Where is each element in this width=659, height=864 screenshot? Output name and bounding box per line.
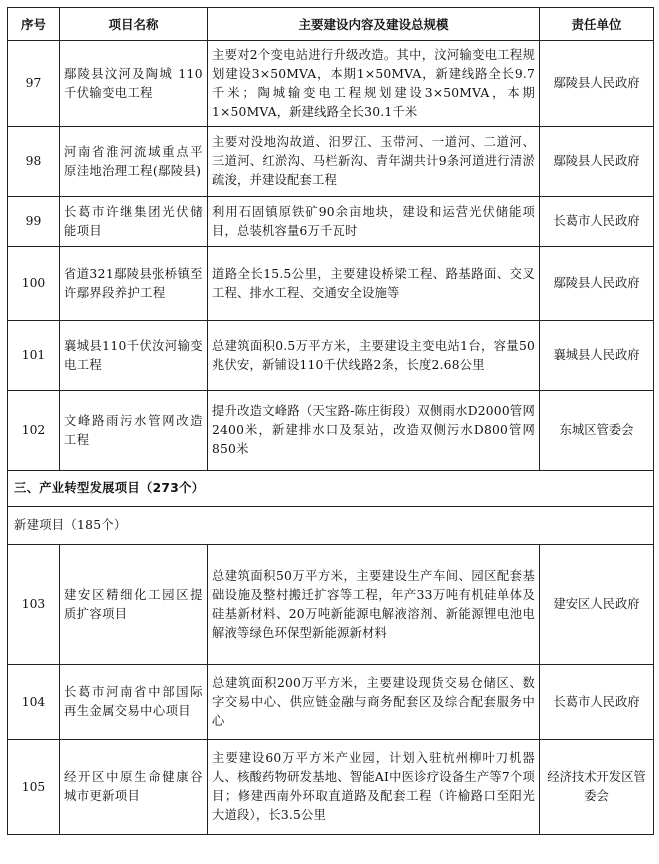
row-no: 98 [8, 127, 60, 197]
header-desc: 主要建设内容及建设总规模 [208, 8, 540, 41]
project-table [7, 7, 654, 835]
row-unit: 建安区人民政府 [540, 545, 654, 665]
row-name: 长葛市许继集团光伏储能项目 [60, 197, 208, 247]
subsection-title: 新建项目（185个） [8, 507, 654, 545]
row-no: 105 [8, 740, 60, 835]
row-unit: 东城区管委会 [540, 391, 654, 471]
subsection-row [8, 507, 654, 545]
row-no: 103 [8, 545, 60, 665]
row-no: 104 [8, 665, 60, 740]
table-row [8, 247, 654, 321]
row-desc: 主要建设60万平方米产业园，计划入驻杭州柳叶刀机器人、核酸药物研发基地、智能AI中医诊疗设备生产等7个项目；修建西南外环取直道路及配套工程（许榆路口至阳光大道段），长3.5公里 [208, 740, 540, 835]
row-desc: 利用石固镇原铁矿90余亩地块，建设和运营光伏储能项目，总装机容量6万千瓦时 [208, 197, 540, 247]
row-unit: 襄城县人民政府 [540, 321, 654, 391]
row-no: 99 [8, 197, 60, 247]
row-name: 河南省淮河流域重点平原洼地治理工程(鄢陵县) [60, 127, 208, 197]
table-row [8, 665, 654, 740]
header-row [8, 8, 654, 41]
table-row [8, 391, 654, 471]
row-name: 长葛市河南省中部国际再生金属交易中心项目 [60, 665, 208, 740]
row-unit: 长葛市人民政府 [540, 197, 654, 247]
row-desc: 总建筑面积0.5万平方米，主要建设主变电站1台，容量50兆伏安，新铺设110千伏线路2条，长度2.68公里 [208, 321, 540, 391]
row-unit: 鄢陵县人民政府 [540, 41, 654, 127]
row-no: 102 [8, 391, 60, 471]
row-unit: 鄢陵县人民政府 [540, 127, 654, 197]
row-desc: 总建筑面积200万平方米，主要建设现货交易仓储区、数字交易中心、供应链金融与商务配套区及综合配套服务中心 [208, 665, 540, 740]
table-row [8, 197, 654, 247]
row-name: 鄢陵县汶河及陶城 110千伏输变电工程 [60, 41, 208, 127]
row-no: 100 [8, 247, 60, 321]
row-no: 97 [8, 41, 60, 127]
table-row [8, 127, 654, 197]
row-name: 省道321鄢陵县张桥镇至许鄢界段养护工程 [60, 247, 208, 321]
row-name: 经开区中原生命健康谷城市更新项目 [60, 740, 208, 835]
row-name: 文峰路雨污水管网改造工程 [60, 391, 208, 471]
header-name: 项目名称 [60, 8, 208, 41]
row-name: 襄城县110千伏汝河输变电工程 [60, 321, 208, 391]
row-desc: 总建筑面积50万平方米，主要建设生产车间、园区配套基础设施及整村搬迁扩容等工程，年产33万吨有机硅单体及硅基新材料、20万吨新能源电解液溶剂、新能源锂电池电解液等绿色环保型新能源新材料 [208, 545, 540, 665]
section-row [8, 471, 654, 507]
section-title: 三、产业转型发展项目（273个） [8, 471, 654, 507]
row-desc: 主要对2个变电站进行升级改造。其中，汶河输变电工程规划建设3×50MVA，本期1×50MVA，新建线路全长9.7千米；陶城输变电工程规划建设3×50MVA，本期1×50MVA，新建线路全长30.1千米 [208, 41, 540, 127]
table-row [8, 740, 654, 835]
row-name: 建安区精细化工园区提质扩容项目 [60, 545, 208, 665]
row-unit: 鄢陵县人民政府 [540, 247, 654, 321]
table-row [8, 321, 654, 391]
row-no: 101 [8, 321, 60, 391]
row-unit: 长葛市人民政府 [540, 665, 654, 740]
row-desc: 主要对没地沟故道、汨罗江、玉带河、一道河、二道河、三道河、红淤沟、马栏新沟、青年湖共计9条河道进行清淤疏浚，并建设配套工程 [208, 127, 540, 197]
header-no: 序号 [8, 8, 60, 41]
row-desc: 提升改造文峰路（天宝路-陈庄街段）双侧雨水D2000管网2400米，新建排水口及泵站，改造双侧污水D800管网850米 [208, 391, 540, 471]
header-unit: 责任单位 [540, 8, 654, 41]
row-unit: 经济技术开发区管委会 [540, 740, 654, 835]
table-row [8, 545, 654, 665]
table-row [8, 41, 654, 127]
row-desc: 道路全长15.5公里，主要建设桥梁工程、路基路面、交叉工程、排水工程、交通安全设施等 [208, 247, 540, 321]
